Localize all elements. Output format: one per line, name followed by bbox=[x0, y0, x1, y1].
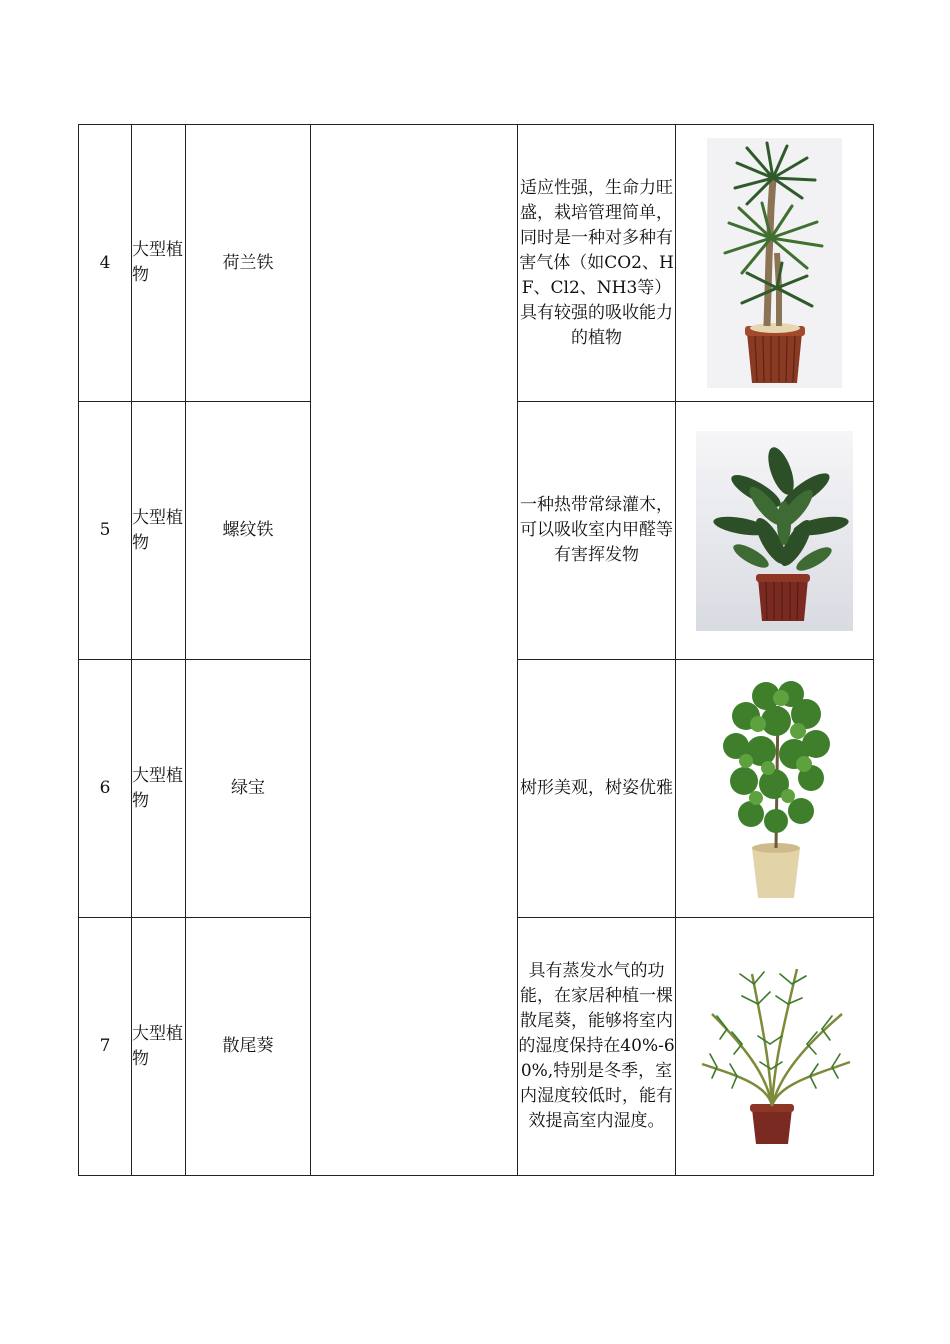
row-category: 大型植物 bbox=[132, 918, 186, 1176]
dracaena-plant-icon bbox=[696, 431, 853, 631]
row-description: 适应性强，生命力旺盛，栽培管理简单，同时是一种对多种有害气体（如CO2、HF、Cl2、NH3等）具有较强的吸收能力的植物 bbox=[518, 125, 676, 402]
row-number: 4 bbox=[79, 125, 132, 402]
row-plant-image bbox=[676, 918, 874, 1176]
table-row bbox=[79, 125, 874, 402]
plant-table bbox=[78, 124, 874, 1176]
row-plant-name: 螺纹铁 bbox=[186, 402, 311, 660]
row-number: 7 bbox=[79, 918, 132, 1176]
row-number: 6 bbox=[79, 660, 132, 918]
row-number: 5 bbox=[79, 402, 132, 660]
row-category: 大型植物 bbox=[132, 125, 186, 402]
yucca-plant-icon bbox=[707, 138, 842, 388]
row-plant-image bbox=[676, 125, 874, 402]
row-plant-name: 荷兰铁 bbox=[186, 125, 311, 402]
green-treasure-plant-icon bbox=[706, 676, 844, 901]
row-category: 大型植物 bbox=[132, 402, 186, 660]
row-plant-name: 散尾葵 bbox=[186, 918, 311, 1176]
row-plant-name: 绿宝 bbox=[186, 660, 311, 918]
areca-palm-plant-icon bbox=[692, 944, 857, 1149]
row-description: 一种热带常绿灌木，可以吸收室内甲醛等有害挥发物 bbox=[518, 402, 676, 660]
row-plant-image bbox=[676, 402, 874, 660]
empty-merged-column bbox=[311, 125, 518, 1176]
row-plant-image bbox=[676, 660, 874, 918]
row-category: 大型植物 bbox=[132, 660, 186, 918]
row-description: 具有蒸发水气的功能，在家居种植一棵散尾葵，能够将室内的湿度保持在40%-60%,特别是冬季，室内湿度较低时，能有效提高室内湿度。 bbox=[518, 918, 676, 1176]
row-description: 树形美观，树姿优雅 bbox=[518, 660, 676, 918]
